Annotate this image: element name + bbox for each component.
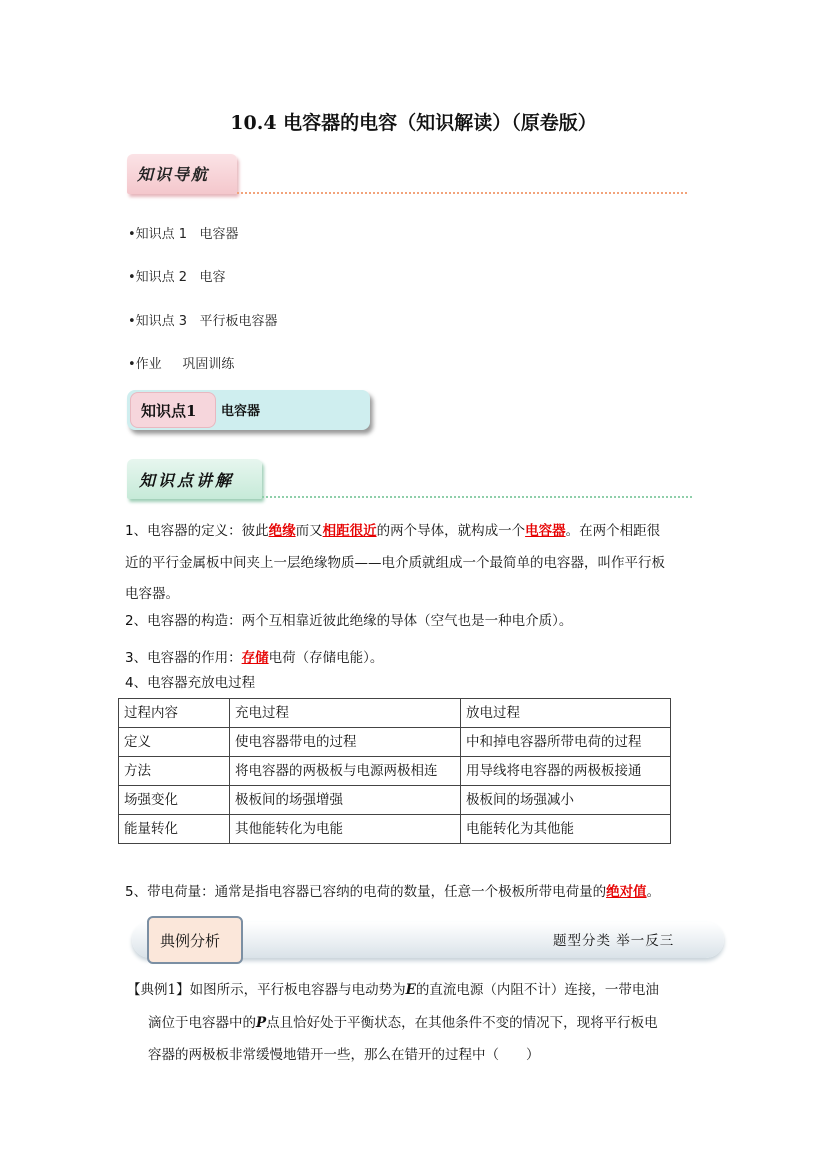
knowledge-point-tag — [130, 392, 216, 428]
toc-item-label: •知识点 1 — [128, 227, 188, 242]
table-row — [119, 757, 671, 786]
table-cell: 场强变化 — [119, 786, 230, 815]
knowledge-nav-label: 知识导航 — [137, 165, 210, 184]
example-question-line2: 滴位于电容器中的P点且恰好处于平衡状态，在其他条件不变的情况下，现将平行板电 — [148, 1015, 658, 1031]
keyword-close: 相距很近 — [322, 523, 377, 539]
page-title: 10.4 电容器的电容（知识解读）（原卷版） — [230, 112, 597, 134]
toc-item-text: 电容器 — [199, 227, 239, 242]
example-banner-subtitle: 题型分类 举一反三 — [553, 933, 675, 949]
keyword-store: 存储 — [241, 650, 269, 666]
toc-item-text: 巩固训练 — [182, 357, 235, 372]
example-tag — [147, 916, 243, 964]
toc-item[interactable] — [128, 223, 239, 242]
paragraph-definition: 1、电容器的定义：彼此绝缘而又相距很近的两个导体，就构成一个电容器。在两个相距很 — [125, 523, 661, 539]
emf-symbol: E — [405, 982, 416, 998]
table-cell: 电能转化为其他能 — [461, 815, 671, 844]
table-row — [119, 815, 671, 844]
divider — [262, 496, 692, 498]
table-cell: 极板间的场强增强 — [230, 786, 461, 815]
paragraph-structure: 2、电容器的构造：两个互相靠近彼此绝缘的导体（空气也是一种电介质）。 — [125, 613, 573, 629]
table-cell: 能量转化 — [119, 815, 230, 844]
table-header: 充电过程 — [230, 699, 461, 728]
table-cell: 定义 — [119, 728, 230, 757]
table-cell: 极板间的场强减小 — [461, 786, 671, 815]
keyword-insulated: 绝缘 — [268, 523, 296, 539]
explanation-banner-label: 知识点讲解 — [139, 471, 235, 490]
example-question-line3: 容器的两极板非常缓慢地错开一些，那么在错开的过程中（ ） — [148, 1047, 540, 1063]
paragraph-process: 4、电容器充放电过程 — [125, 675, 256, 691]
toc-item-label: •知识点 3 — [128, 314, 188, 329]
example-question-line1: 【典例1】如图所示，平行板电容器与电动势为E的直流电源（内阻不计）连接，一带电油 — [127, 982, 659, 998]
toc-item[interactable] — [128, 310, 278, 329]
paragraph-definition-line2: 近的平行金属板中间夹上一层绝缘物质——电介质就组成一个最简单的电容器，叫作平行板 — [125, 555, 665, 571]
table-cell: 用导线将电容器的两极板接通 — [461, 757, 671, 786]
toc-item-text: 电容 — [199, 270, 226, 285]
paragraph-function: 3、电容器的作用：存储电荷（存储电能）。 — [125, 650, 384, 666]
toc-item-text: 平行板电容器 — [199, 314, 278, 329]
charge-discharge-table — [118, 698, 671, 844]
table-cell: 使电容器带电的过程 — [230, 728, 461, 757]
knowledge-point-title: 电容器 — [221, 404, 261, 419]
table-header: 过程内容 — [119, 699, 230, 728]
knowledge-nav-banner — [127, 154, 237, 194]
toc-item-label: •作业 — [128, 357, 162, 372]
table-header: 放电过程 — [461, 699, 671, 728]
table-cell: 中和掉电容器所带电荷的过程 — [461, 728, 671, 757]
divider — [237, 192, 687, 194]
table-row — [119, 728, 671, 757]
toc-item[interactable] — [128, 266, 226, 285]
point-symbol: P — [256, 1015, 267, 1031]
explanation-banner — [127, 459, 262, 499]
keyword-absolute-value: 绝对值 — [606, 884, 647, 900]
table-header-row — [119, 699, 671, 728]
paragraph-charge-amount: 5、带电荷量：通常是指电容器已容纳的电荷的数量，任意一个极板所带电荷量的绝对值。 — [125, 884, 661, 900]
example-tag-label: 典例分析 — [160, 932, 221, 950]
toc-item[interactable] — [128, 353, 234, 372]
table-cell: 将电容器的两极板与电源两极相连 — [230, 757, 461, 786]
table-row — [119, 786, 671, 815]
toc-item-label: •知识点 2 — [128, 270, 188, 285]
keyword-capacitor: 电容器 — [525, 523, 566, 539]
paragraph-definition-line3: 电容器。 — [125, 586, 179, 602]
table-cell: 其他能转化为电能 — [230, 815, 461, 844]
knowledge-point-tag-label: 知识点1 — [141, 402, 197, 420]
table-cell: 方法 — [119, 757, 230, 786]
